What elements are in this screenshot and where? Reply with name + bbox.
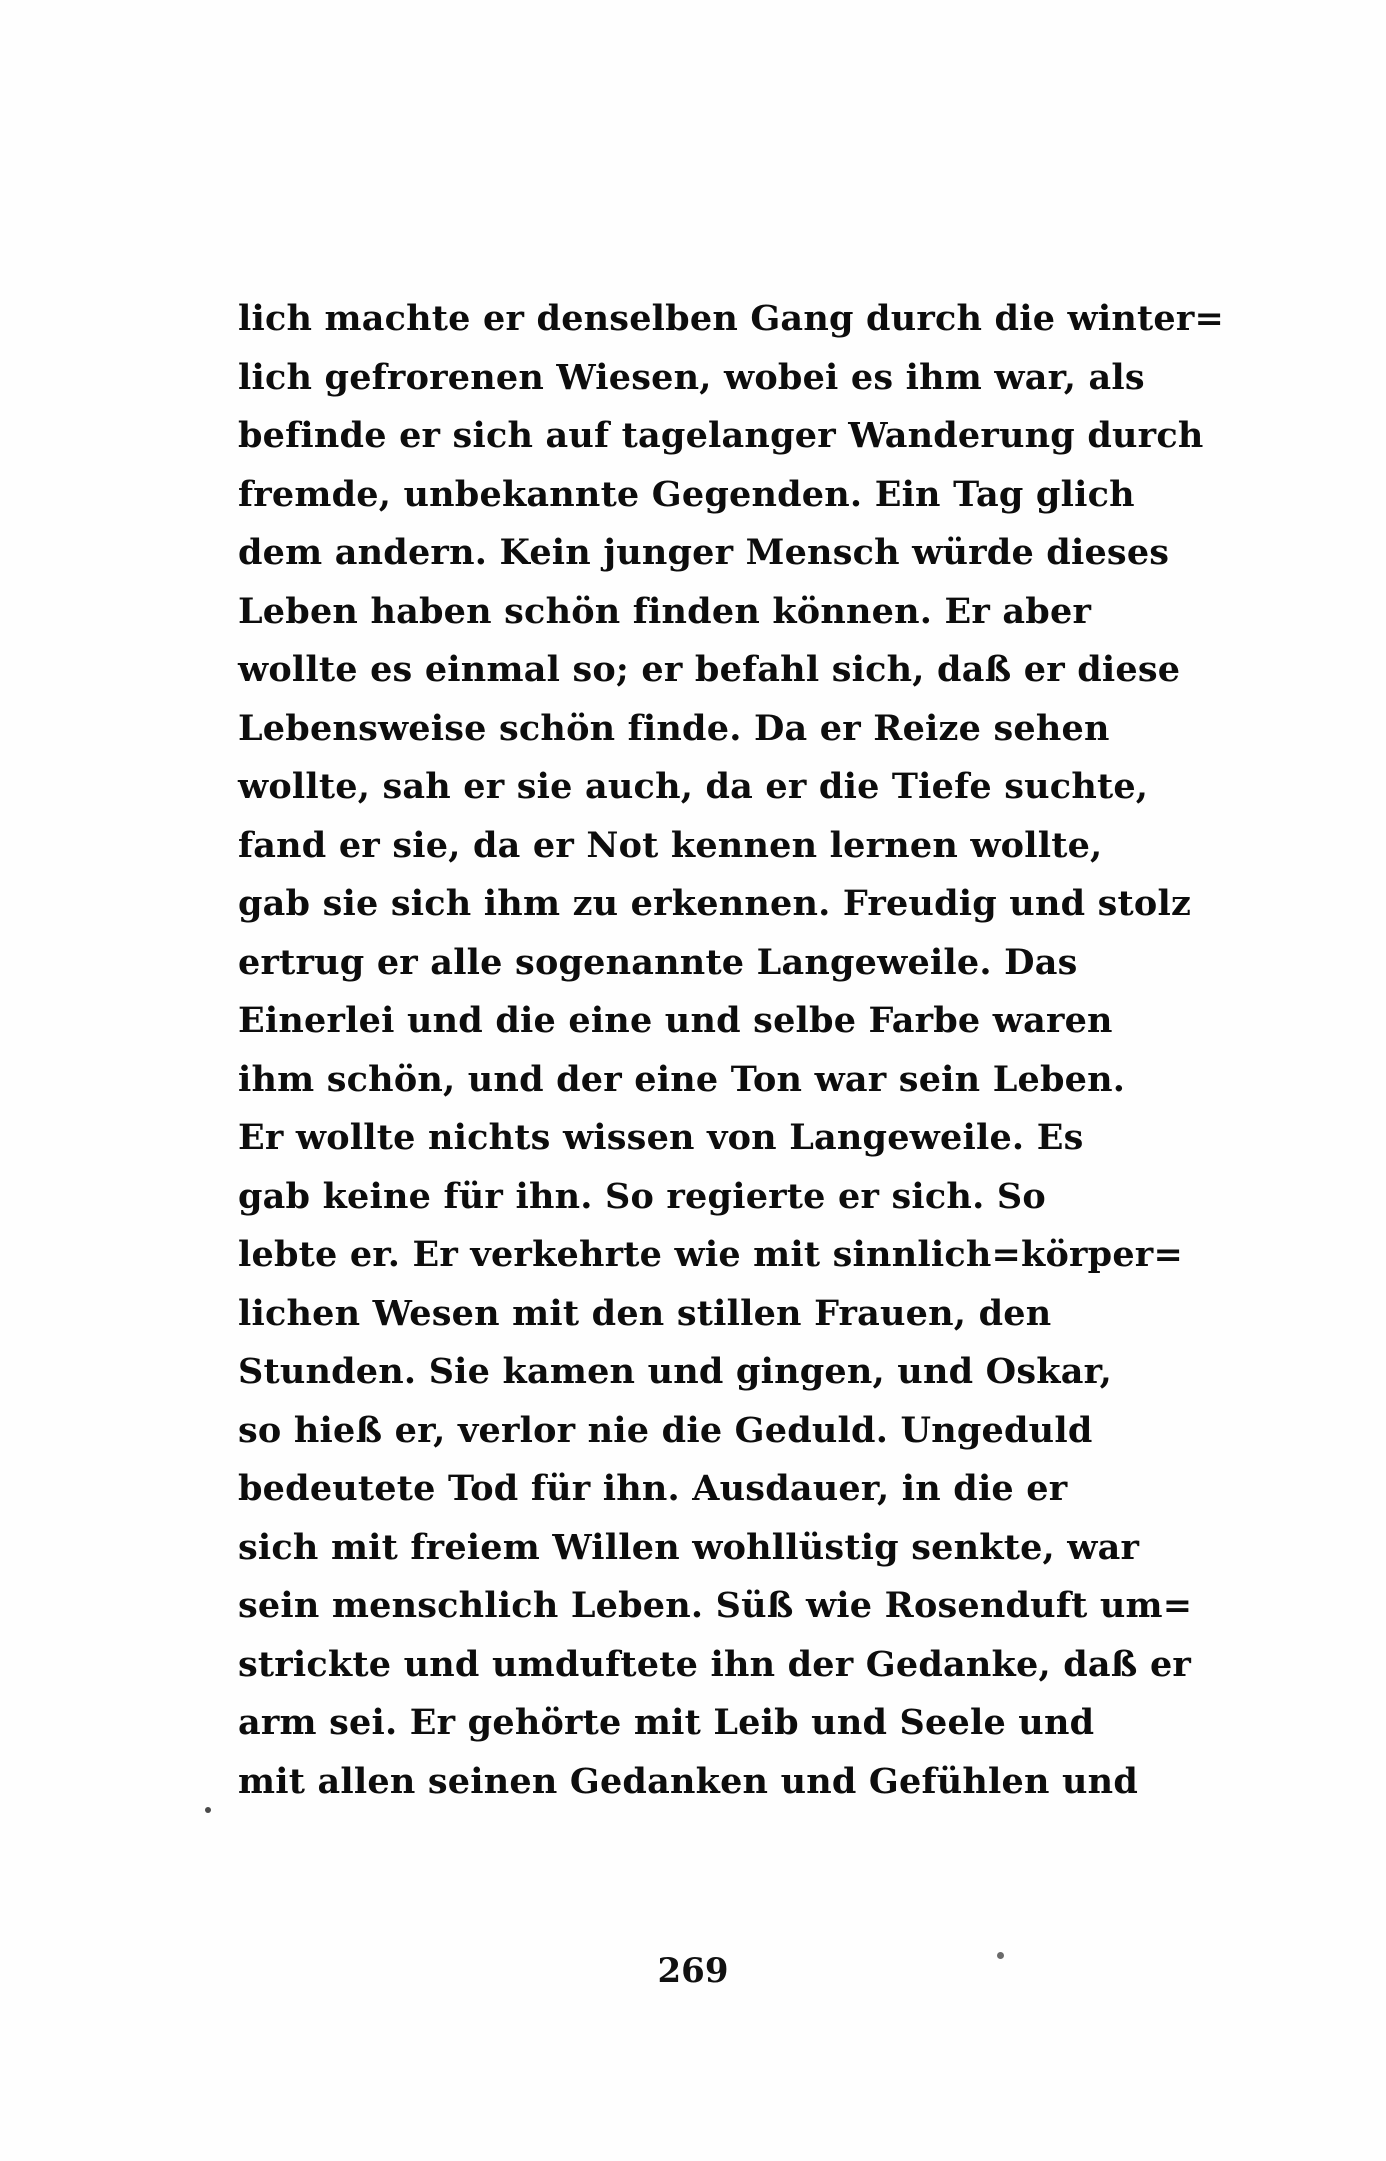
page-speck [205, 1807, 211, 1813]
text-line: lich gefrorenen Wiesen, wobei es ihm war, als [238, 356, 1145, 398]
text-line: arm sei. Er gehörte mit Leib und Seele und [238, 1702, 1095, 1743]
body-text [238, 290, 1225, 1811]
text-line: gab keine für ihn. So regierte er sich. So [238, 1175, 1046, 1217]
text-line: Stunden. Sie kamen und gingen, und Oskar, [238, 1351, 1113, 1392]
text-line: sein menschlich Leben. Süß wie Rosenduft um= [238, 1585, 1193, 1626]
text-line: fand er sie, da er Not kennen lernen wollte, [238, 824, 1103, 866]
text-line: Leben haben schön finden können. Er aber [238, 590, 1092, 632]
text-line: bedeutete Tod für ihn. Ausdauer, in die er [238, 1468, 1068, 1509]
text-line: lebte er. Er verkehrte wie mit sinnlich=körper= [238, 1234, 1183, 1275]
text-line: wollte, sah er sie auch, da er die Tiefe suchte, [238, 766, 1149, 807]
text-line: so hieß er, verlor nie die Geduld. Ungeduld [238, 1409, 1093, 1451]
text-line: dem andern. Kein junger Mensch würde dieses [238, 532, 1170, 573]
text-line: mit allen seinen Gedanken und Gefühlen und [238, 1760, 1138, 1802]
text-line: strickte und umduftete ihn der Gedanke, daß er [238, 1643, 1192, 1685]
text-line: fremde, unbekannte Gegenden. Ein Tag glich [238, 473, 1135, 515]
text-line: Einerlei und die eine und selbe Farbe waren [238, 1000, 1113, 1041]
text-line: Lebensweise schön finde. Da er Reize sehen [238, 707, 1110, 749]
text-line: ertrug er alle sogenannte Langeweile. Das [238, 941, 1078, 983]
text-line: lich machte er denselben Gang durch die winter= [238, 298, 1225, 339]
text-line: wollte es einmal so; er befahl sich, daß er diese [238, 649, 1181, 690]
text-line: sich mit freiem Willen wohllüstig senkte, war [238, 1526, 1140, 1568]
page-number: 269 [657, 1951, 729, 1991]
text-line: lichen Wesen mit den stillen Frauen, den [238, 1292, 1052, 1334]
page-speck [997, 1952, 1004, 1959]
text-line: ihm schön, und der eine Ton war sein Leben. [238, 1058, 1126, 1100]
text-line: befinde er sich auf tagelanger Wanderung durch [238, 415, 1204, 456]
text-line: gab sie sich ihm zu erkennen. Freudig und stolz [238, 883, 1192, 924]
text-line: Er wollte nichts wissen von Langeweile. Es [238, 1117, 1084, 1158]
